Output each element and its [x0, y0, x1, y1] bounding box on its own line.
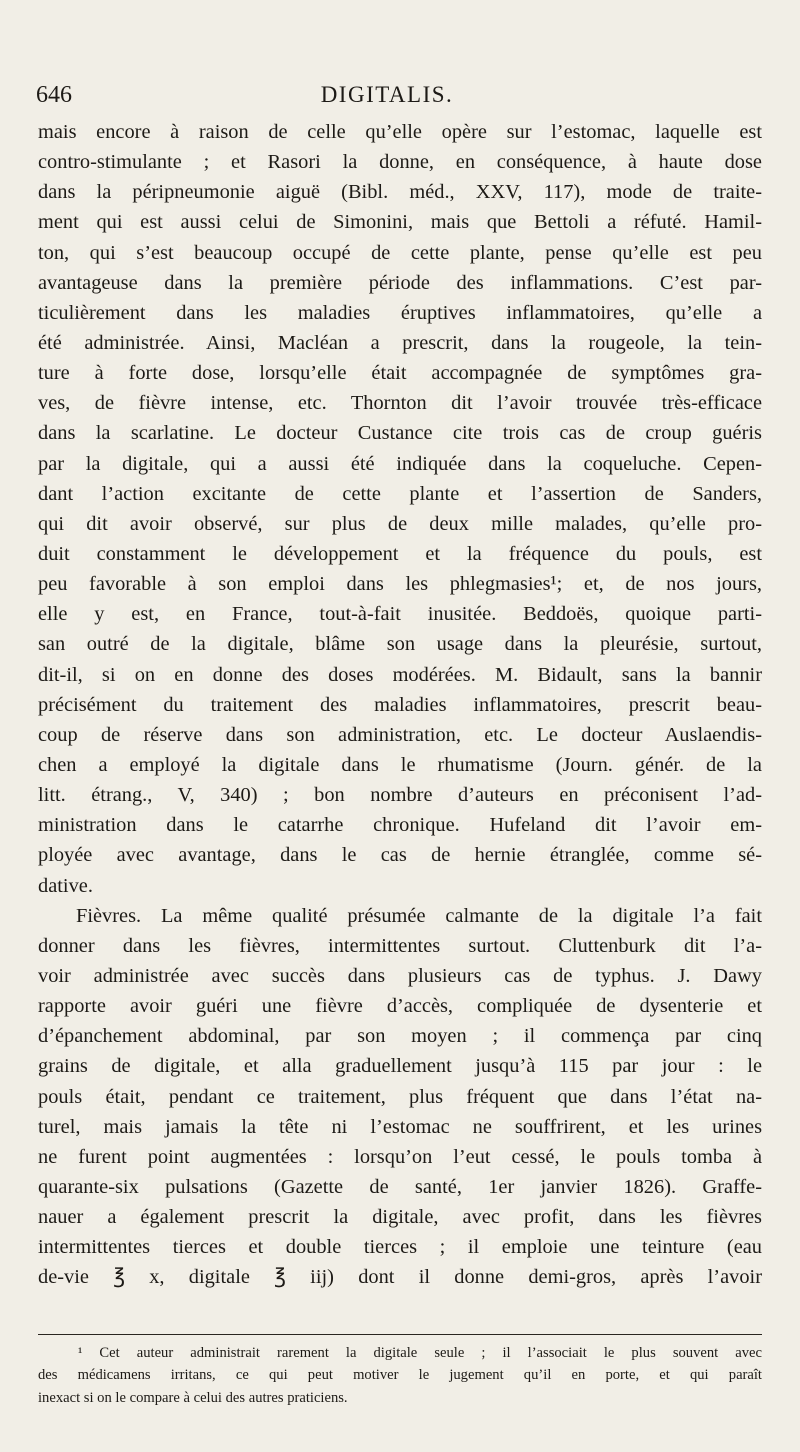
text-line: dans la péripneumonie aiguë (Bibl. méd., XXV, 117), mode de traite- — [38, 181, 762, 204]
text-line: san outré de la digitale, blâme son usage dans la pleurésie, surtout, — [38, 633, 762, 656]
footnote-rule — [38, 1334, 762, 1335]
text-line: nauer a également prescrit la digitale, avec profit, dans les fièvres — [38, 1206, 762, 1229]
text-line: Fièvres. La même qualité présumée calmante de la digitale l’a fait — [76, 904, 762, 927]
text-line: ticulièrement dans les maladies éruptives inflammatoires, qu’elle a — [38, 301, 762, 324]
text-line: ministration dans le catarrhe chronique. Hufeland dit l’avoir em- — [38, 814, 762, 837]
text-line: qui dit avoir observé, sur plus de deux mille malades, qu’elle pro- — [38, 512, 762, 535]
text-line: donner dans les fièvres, intermittentes surtout. Cluttenburk dit l’a- — [38, 934, 762, 957]
text-line: contro-stimulante ; et Rasori la donne, en conséquence, à haute dose — [38, 151, 762, 174]
text-line: été administrée. Ainsi, Macléan a prescrit, dans la rougeole, la tein- — [38, 331, 762, 354]
text-line: turel, mais jamais la tête ni l’estomac ne souffrirent, et les urines — [38, 1115, 762, 1138]
page-number: 646 — [36, 82, 72, 108]
text-line: mais encore à raison de celle qu’elle opère sur l’estomac, laquelle est — [38, 121, 762, 143]
text-line: voir administrée avec succès dans plusieurs cas de typhus. J. Dawy — [38, 964, 762, 987]
text-line: précisément du traitement des maladies inflammatoires, prescrit beau- — [38, 693, 762, 716]
text-line: ployée avec avantage, dans le cas de hernie étranglée, comme sé- — [38, 844, 762, 867]
text-line: duit constamment le développement et la fréquence du pouls, est — [38, 542, 762, 565]
text-line: ne furent point augmentées : lorsqu’on l’eut cessé, le pouls tomba à — [38, 1145, 762, 1168]
text-line: ture à forte dose, lorsqu’elle était accompagnée de symptômes gra- — [38, 362, 762, 385]
footnote-line: inexact si on le compare à celui des autres praticiens. — [38, 1389, 348, 1406]
text-line: dative. — [38, 874, 93, 897]
footnote-line: des médicamens irritans, ce qui peut motiver le jugement qu’il en porte, et qui paraît — [38, 1367, 762, 1384]
text-line: rapporte avoir guéri une fièvre d’accès, compliquée de dysenterie et — [38, 995, 762, 1018]
text-line: pouls était, pendant ce traitement, plus fréquent que dans l’état na- — [38, 1085, 762, 1108]
text-line: elle y est, en France, tout-à-fait inusitée. Beddoës, quoique parti- — [38, 603, 762, 626]
text-line: d’épanchement abdominal, par son moyen ; il commença par cinq — [38, 1025, 762, 1048]
text-line: peu favorable à son emploi dans les phlegmasies¹; et, de nos jours, — [38, 573, 762, 596]
text-line: coup de réserve dans son administration, etc. Le docteur Auslaendis- — [38, 723, 762, 746]
text-line: intermittentes tierces et double tierces ; il emploie une teinture (eau — [38, 1236, 762, 1259]
main-text — [38, 117, 762, 1292]
text-line: dans la scarlatine. Le docteur Custance cite trois cas de croup guéris — [38, 422, 762, 445]
text-line: litt. étrang., V, 340) ; bon nombre d’auteurs en préconisent l’ad- — [38, 784, 762, 807]
text-line: dant l’action excitante de cette plante et l’assertion de Sanders, — [38, 482, 762, 505]
text-line: chen a employé la digitale dans le rhumatisme (Journ. génér. de la — [38, 753, 762, 776]
text-line: ment qui est aussi celui de Simonini, mais que Bettoli a réfuté. Hamil- — [38, 211, 762, 234]
text-line: avantageuse dans la première période des inflammations. C’est par- — [38, 271, 762, 294]
text-line: de-vie ℥ x, digitale ℥ iij) dont il donne demi-gros, après l’avoir — [38, 1266, 762, 1289]
running-title: DIGITALIS. — [320, 82, 454, 107]
text-line: ves, de fièvre intense, etc. Thornton dit l’avoir trouvée très-efficace — [38, 392, 762, 415]
page-header — [34, 82, 740, 116]
text-line: par la digitale, qui a aussi été indiquée dans la coqueluche. Cepen- — [38, 452, 762, 475]
footnote-line: ¹ Cet auteur administrait rarement la digitale seule ; il l’associait le plus souvent avec — [78, 1345, 762, 1361]
text-line: grains de digitale, et alla graduellement jusqu’à 115 par jour : le — [38, 1055, 762, 1078]
footnote — [38, 1342, 762, 1409]
text-line: quarante-six pulsations (Gazette de santé, 1er janvier 1826). Graffe- — [38, 1175, 762, 1198]
text-line: ton, qui s’est beaucoup occupé de cette plante, pense qu’elle est peu — [38, 241, 762, 264]
text-line: dit-il, si on en donne des doses modérées. M. Bidault, sans la bannir — [38, 663, 762, 686]
